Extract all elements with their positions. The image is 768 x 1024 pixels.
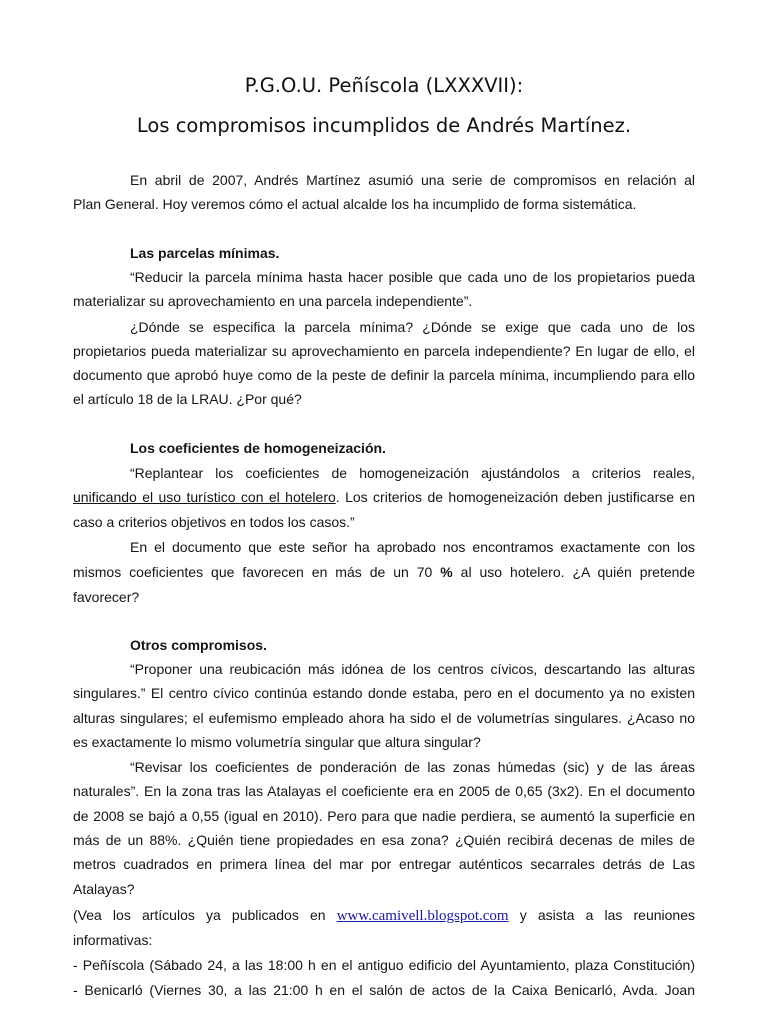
coeficientes-paragraph-line-2 [73,564,695,581]
coeficientes-quote-line-3: caso a criterios objetivos en todos los casos.” [73,514,355,530]
section-heading-coeficientes: Los coeficientes de homogeneización. [130,440,386,456]
otros-q2-line-6: Atalayas? [73,881,135,897]
blog-link[interactable]: www.camivell.blogspot.com [336,908,509,924]
intro-line-1: En abril de 2007, Andrés Martínez asumió una serie de compromisos en relación al [130,172,695,188]
percent-sign: % [440,564,453,580]
otros-q2-line-5: metros cuadrados en primera línea del mar por entregar auténticos secarrales detrás de Las [73,856,695,872]
underlined-phrase: unificando el uso turístico con el hotelero [73,489,336,505]
coef-line-2-b: al uso hotelero. ¿A quién pretende [452,564,695,580]
coeficientes-quote-line-1: “Replantear los coeficientes de homogeneización ajustándolos a criterios reales, [130,465,695,481]
parcelas-paragraph-line-4: el artículo 18 de la LRAU. ¿Por qué? [73,391,302,407]
coeficientes-paragraph-line-3: favorecer? [73,589,140,605]
otros-q1-line-3: alturas singulares; el eufemismo empleado ahora ha sido el de volumetrías singulares. ¿Acaso no [73,710,695,726]
footer-line-1 [73,907,695,924]
otros-q1-line-1: “Proponer una reubicación más idónea de los centros cívicos, descartando las alturas [130,661,695,677]
document-title: P.G.O.U. Peñíscola (LXXXVII): [244,74,524,97]
parcelas-quote-line-1: “Reducir la parcela mínima hasta hacer posible que cada uno de los propietarios pueda [130,269,695,285]
parcelas-paragraph-line-3: documento que aprobó huye como de la peste de definir la parcela mínima, incumpliendo para ello [73,367,695,383]
document-subtitle: Los compromisos incumplidos de Andrés Martínez. [136,114,632,137]
footer-line-4: - Benicarló (Viernes 30, a las 21:00 h en el salón de actos de la Caixa Benicarló, Avda. Joan [73,982,695,998]
footer-text-a: (Vea los artículos ya publicados en [73,907,337,923]
otros-q2-line-2: naturales”. En la zona tras las Atalayas el coeficiente era en 2005 de 0,65 (3x2). En el documento [73,783,695,799]
section-heading-parcelas: Las parcelas mínimas. [130,245,280,261]
quote-line-2-rest: . Los criterios de homogeneización deben justificarse en [335,489,695,505]
parcelas-quote-line-2: materializar su aprovechamiento en una parcela independiente”. [73,293,473,309]
parcelas-paragraph-line-1: ¿Dónde se especifica la parcela mínima? ¿Dónde se exige que cada uno de los [130,319,695,335]
otros-q2-line-1: “Revisar los coeficientes de ponderación de las zonas húmedas (sic) y de las áreas [130,759,695,775]
coeficientes-quote-line-2 [73,489,695,506]
section-heading-otros: Otros compromisos. [130,637,267,653]
footer-text-b: y asista a las reuniones [508,907,695,923]
intro-line-2: Plan General. Hoy veremos cómo el actual alcalde los ha incumplido de forma sistemática. [73,196,637,212]
otros-q2-line-4: más de un 88%. ¿Quién tiene propiedades en esa zona? ¿Quién recibirá decenas de miles de [73,832,695,848]
otros-q2-line-3: de 2008 se bajó a 0,55 (igual en 2010). Pero para que nadie perdiera, se aumentó la superficie en [73,808,695,824]
footer-line-2: informativas: [73,932,153,948]
footer-line-3: - Peñíscola (Sábado 24, a las 18:00 h en el antiguo edificio del Ayuntamiento, plaza Constitución) [73,957,695,973]
parcelas-paragraph-line-2: propietarios pueda materializar su aprovechamiento en parcela independiente? En lugar de ello, el [73,343,695,359]
otros-q1-line-2: singulares.” El centro cívico continúa estando donde estaba, pero en el documento ya no existen [73,685,695,701]
otros-q1-line-4: es exactamente lo mismo volumetría singular que altura singular? [73,734,481,750]
coef-line-2-a: mismos coeficientes que favorecen en más de un 70 [73,564,441,580]
coeficientes-paragraph-line-1: En el documento que este señor ha aprobado nos encontramos exactamente con los [130,539,695,555]
